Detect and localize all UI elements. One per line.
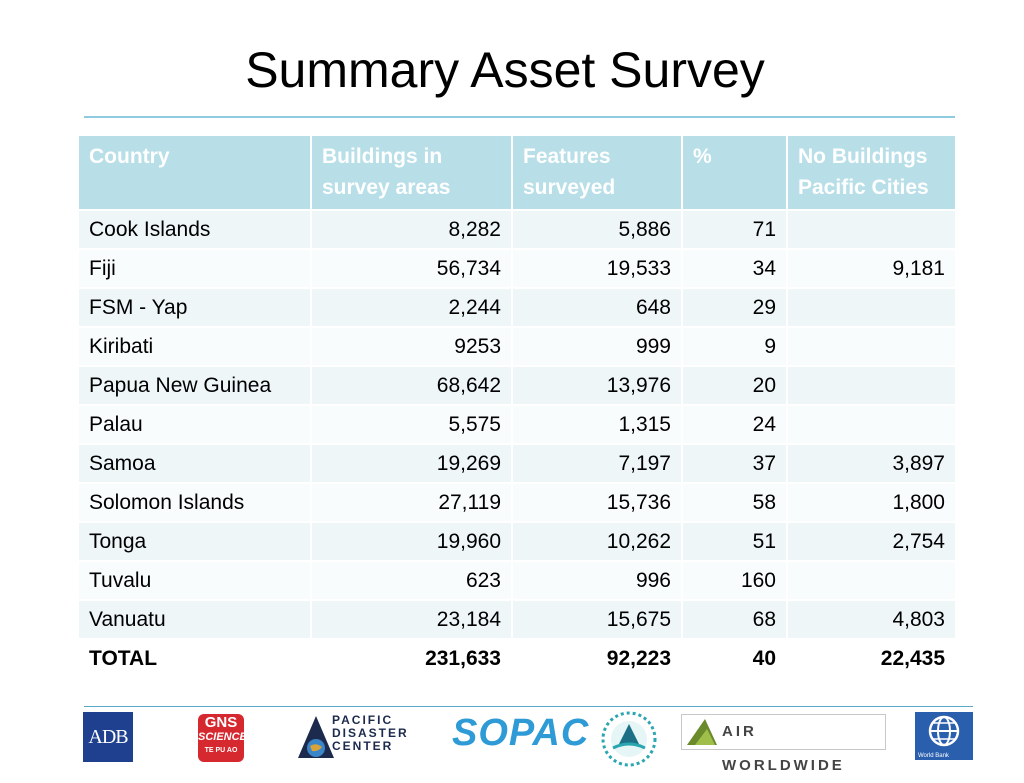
footer-divider <box>84 706 973 707</box>
header-country: Country <box>78 135 311 210</box>
percent-cell: 68 <box>682 600 787 639</box>
no-buildings-cell <box>787 288 956 327</box>
country-cell: Samoa <box>78 444 311 483</box>
features-cell: 7,197 <box>512 444 682 483</box>
header-features: Features surveyed <box>512 135 682 210</box>
table-row <box>78 210 956 249</box>
world-bank-logo <box>915 712 973 760</box>
gns-logo-text: GNS <box>204 714 238 731</box>
features-cell: 1,315 <box>512 405 682 444</box>
percent-cell: 160 <box>682 561 787 600</box>
air-triangle-icon <box>685 715 719 749</box>
buildings-cell: 19,269 <box>311 444 512 483</box>
buildings-cell: 56,734 <box>311 249 512 288</box>
sopac-logo: SOPAC <box>452 712 590 754</box>
pdc-globe-icon <box>296 714 336 762</box>
spc-seal-icon <box>597 710 661 768</box>
no-buildings-cell <box>787 405 956 444</box>
buildings-cell: 19,960 <box>311 522 512 561</box>
features-cell: 10,262 <box>512 522 682 561</box>
asset-survey-table <box>77 134 957 679</box>
table-body <box>78 210 956 678</box>
features-cell: 15,736 <box>512 483 682 522</box>
adb-logo <box>83 712 133 762</box>
no-buildings-cell: 2,754 <box>787 522 956 561</box>
total-no-buildings-cell: 22,435 <box>787 639 956 678</box>
percent-cell: 58 <box>682 483 787 522</box>
partner-logos <box>0 708 1024 774</box>
country-cell: Cook Islands <box>78 210 311 249</box>
percent-cell: 24 <box>682 405 787 444</box>
table-row <box>78 522 956 561</box>
buildings-cell: 5,575 <box>311 405 512 444</box>
no-buildings-cell: 1,800 <box>787 483 956 522</box>
slide-title: Summary Asset Survey <box>245 42 765 98</box>
gns-logo-subtext: SCIENCE <box>198 731 247 743</box>
percent-cell: 20 <box>682 366 787 405</box>
no-buildings-cell: 4,803 <box>787 600 956 639</box>
buildings-cell: 27,119 <box>311 483 512 522</box>
buildings-cell: 8,282 <box>311 210 512 249</box>
no-buildings-cell <box>787 327 956 366</box>
buildings-cell: 68,642 <box>311 366 512 405</box>
header-percent: % <box>682 135 787 210</box>
air-logo-text: AIR WORLDWIDE <box>722 723 845 774</box>
spc-seal-logo <box>597 710 661 768</box>
features-cell: 999 <box>512 327 682 366</box>
table-row <box>78 561 956 600</box>
table-row <box>78 600 956 639</box>
table-total-row <box>78 639 956 678</box>
total-buildings-cell: 231,633 <box>311 639 512 678</box>
country-cell: Tuvalu <box>78 561 311 600</box>
table-row <box>78 366 956 405</box>
table-row <box>78 483 956 522</box>
header-no-buildings: No Buildings Pacific Cities <box>787 135 956 210</box>
gns-science-logo <box>198 714 247 762</box>
air-worldwide-logo <box>681 714 886 774</box>
buildings-cell: 9253 <box>311 327 512 366</box>
country-cell: Solomon Islands <box>78 483 311 522</box>
world-bank-logo-text: World Bank <box>918 753 949 759</box>
features-cell: 648 <box>512 288 682 327</box>
total-country-cell: TOTAL <box>78 639 311 678</box>
table-row <box>78 288 956 327</box>
buildings-cell: 623 <box>311 561 512 600</box>
buildings-cell: 23,184 <box>311 600 512 639</box>
table-row <box>78 444 956 483</box>
country-cell: Kiribati <box>78 327 311 366</box>
country-cell: Palau <box>78 405 311 444</box>
no-buildings-cell: 3,897 <box>787 444 956 483</box>
percent-cell: 9 <box>682 327 787 366</box>
percent-cell: 37 <box>682 444 787 483</box>
header-buildings: Buildings in survey areas <box>311 135 512 210</box>
table-row <box>78 405 956 444</box>
no-buildings-cell <box>787 210 956 249</box>
country-cell: FSM - Yap <box>78 288 311 327</box>
country-cell: Fiji <box>78 249 311 288</box>
pdc-logo-line3: CENTER <box>332 739 394 753</box>
country-cell: Tonga <box>78 522 311 561</box>
world-bank-globe-icon <box>915 712 973 752</box>
features-cell: 19,533 <box>512 249 682 288</box>
table-header-row <box>78 135 956 210</box>
features-cell: 13,976 <box>512 366 682 405</box>
title-divider <box>84 116 955 118</box>
no-buildings-cell <box>787 366 956 405</box>
total-features-cell: 92,223 <box>512 639 682 678</box>
percent-cell: 29 <box>682 288 787 327</box>
country-cell: Vanuatu <box>78 600 311 639</box>
gns-logo-tagline: TE PU AO <box>204 747 238 754</box>
table-row <box>78 249 956 288</box>
percent-cell: 51 <box>682 522 787 561</box>
country-cell: Papua New Guinea <box>78 366 311 405</box>
no-buildings-cell: 9,181 <box>787 249 956 288</box>
no-buildings-cell <box>787 561 956 600</box>
table-row <box>78 327 956 366</box>
features-cell: 5,886 <box>512 210 682 249</box>
pdc-logo-line1: PACIFIC <box>332 713 394 727</box>
features-cell: 15,675 <box>512 600 682 639</box>
buildings-cell: 2,244 <box>311 288 512 327</box>
total-percent-cell: 40 <box>682 639 787 678</box>
percent-cell: 34 <box>682 249 787 288</box>
pdc-logo-line2: DISASTER <box>332 726 409 740</box>
features-cell: 996 <box>512 561 682 600</box>
percent-cell: 71 <box>682 210 787 249</box>
adb-logo-text: ADB <box>88 726 128 748</box>
pacific-disaster-center-logo <box>296 714 426 762</box>
